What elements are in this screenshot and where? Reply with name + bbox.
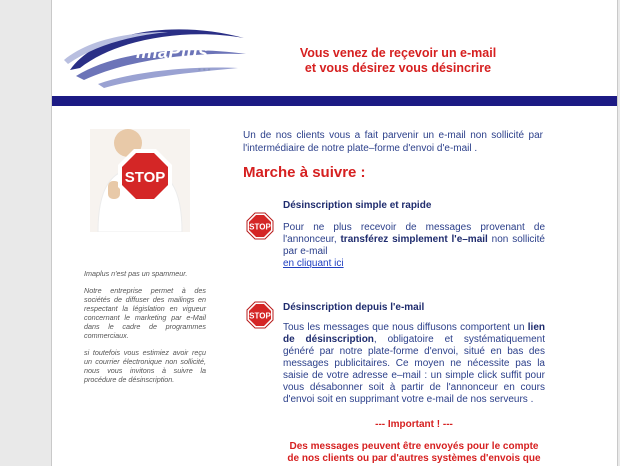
stop-icon: [246, 212, 274, 240]
logo-dots: ▪▪▪: [198, 65, 213, 74]
header-divider-bar: [52, 96, 617, 106]
section-2-text-bold: lien de désinscription: [283, 322, 545, 345]
stop-photo: [90, 129, 190, 232]
page-title: [278, 46, 518, 76]
logo-text: imaPlus: [136, 42, 209, 62]
important-heading: --- Important ! ---: [375, 419, 453, 430]
unsubscribe-link[interactable]: en cliquant ici: [283, 258, 344, 269]
section-1-text-a: Pour ne plus recevoir de messages provenant de l'annonceur,: [283, 222, 545, 245]
section-2-text-b: , obligatoire et systématiquement généré par notre plate-forme d'envoi, situé en bas des messages publicitaires. Ce moyen ne nécessite pas la saisie de votre adresse e–mail : un simple click suffit pour vous désabonner soit à partir de l'annonceur en cours d'envoi soit en supprimant votre e-mail de nos serveurs .: [283, 334, 545, 405]
section-1-text-bold: transférez simplement l'e–mail: [340, 234, 488, 245]
title-line-1: Vous venez de reçevoir un e-mail: [299, 46, 497, 60]
sidebar-note-3: si toutefois vous estimiez avoir reçu un courrier électronique non sollicité, nous vous invitons à suivre la procédure de désinscription.: [84, 348, 206, 384]
title-line-2: et vous désirez vous désincrire: [304, 61, 492, 75]
page: [51, 0, 618, 466]
sidebar-note-1: Imaplus n'est pas un spammeur.: [84, 269, 188, 278]
stop-sign-text: STOP: [124, 169, 166, 186]
main-content: [243, 106, 617, 466]
imaplus-logo: [58, 10, 248, 90]
section-1-text: [283, 222, 545, 270]
stop-icon-text: STOP: [249, 222, 271, 232]
stop-icon-text: STOP: [249, 311, 271, 321]
section-1-title: Désinscription simple et rapide: [283, 200, 432, 211]
steps-heading: Marche à suivre :: [243, 164, 366, 181]
stop-icon: [246, 301, 274, 329]
intro-text: Un de nos clients vous a fait parvenir un e-mail non sollicité par l'intermédiaire de notre plate–forme d'envoi d'e-mail .: [243, 130, 543, 154]
section-2-title: Désinscription depuis l'e-mail: [283, 302, 425, 313]
header: [52, 0, 617, 96]
section-1-text-b: non sollicité par e-mail: [283, 234, 545, 257]
section-2-text: [283, 322, 545, 406]
important-warning: Des messages peuvent être envoyés pour le compte de nos clients ou par d'autres systèmes d'envois que: [287, 441, 541, 464]
section-2-text-a: Tous les messages que nous diffusons comportent un: [283, 322, 528, 333]
sidebar: [52, 106, 227, 466]
sidebar-note-2: Notre entreprise permet à des sociétés de diffuser des mailings en respectant la législation en vigueur concernant le marketing par e-Mail dans le cadre de programmes commerciaux.: [84, 286, 206, 340]
